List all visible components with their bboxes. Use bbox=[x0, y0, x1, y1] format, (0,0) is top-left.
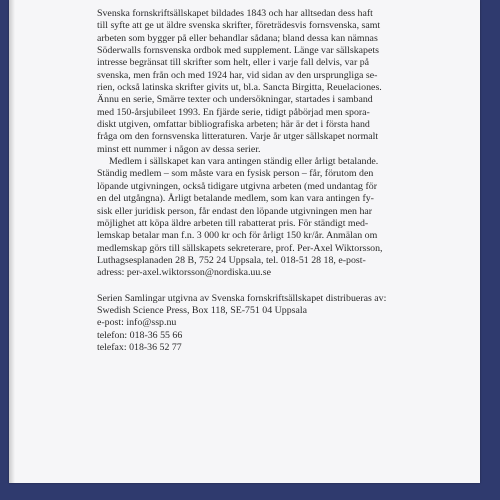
text-line: svenska, men från och med 1924 har, vid sidan av den ursprungliga se- bbox=[97, 69, 378, 81]
text-line: löpande utgivningen, också tidigare utgivna arbeten (med undantag för bbox=[97, 180, 377, 192]
text-line: Svenska fornskriftsällskapet bildades 1843 och har alltsedan dess haft bbox=[97, 8, 373, 19]
text-line: en del utgångna). Årligt betalande medlem, som kan vara antingen fy- bbox=[97, 193, 374, 205]
membership-paragraph bbox=[97, 156, 407, 279]
text-line: sisk eller juridisk person, får endast den löpande utgivningen men har bbox=[97, 205, 373, 217]
text-line: till syfte att ge ut äldre svenska skrifter, företrädesvis fornsvenska, samt bbox=[97, 20, 381, 32]
text-line: telefax: 018-36 52 77 bbox=[97, 341, 182, 353]
text-line: fråga om den fornsvenska litteraturen. Varje år utger sällskapet normalt bbox=[97, 131, 379, 143]
text-line: Ännu en serie, Smärre texter och undersökningar, startades i samband bbox=[97, 94, 373, 106]
paragraph-gap bbox=[97, 280, 407, 293]
society-description-paragraph bbox=[97, 8, 407, 156]
text-line: lemskap betalar man f.n. 3 000 kr och för årligt 150 kr/år. Anmälan om bbox=[97, 230, 378, 242]
text-line: minst ett nummer i någon av dessa serier. bbox=[97, 143, 261, 155]
text-line: diskt utgiven, omfattar bibliografiska arbeten; här är det i första hand bbox=[97, 119, 370, 131]
text-line: arbeten som bygger på eller behandlar sådana; bland dessa kan nämnas bbox=[97, 32, 378, 44]
distribution-info bbox=[97, 293, 407, 355]
cover-text-block bbox=[97, 8, 407, 354]
text-line: telefon: 018-36 55 66 bbox=[97, 329, 183, 341]
text-line: rien, också latinska skrifter givits ut, bl.a. Sancta Birgitta, Reuelaciones. bbox=[97, 82, 382, 94]
text-line: intresse begränsat till skrifter som helt, eller i varje fall delvis, var på bbox=[97, 57, 370, 69]
text-line: med 150-årsjubileet 1993. En fjärde serie, tidigt påbörjad men spora- bbox=[97, 106, 370, 118]
text-line: Serien Samlingar utgivna av Svenska fornskriftsällskapet distribueras av: bbox=[97, 292, 387, 304]
text-line: adress: per-axel.wiktorsson@nordiska.uu.se bbox=[97, 267, 271, 279]
spine-shadow bbox=[9, 0, 15, 483]
text-line: Luthagsesplanaden 28 B, 752 24 Uppsala, tel. 018-51 28 18, e-post- bbox=[97, 254, 366, 266]
text-line: e-post: info@ssp.nu bbox=[97, 317, 177, 329]
text-line: medlemskap görs till sällskapets sekreterare, prof. Per-Axel Wiktorsson, bbox=[97, 242, 383, 254]
text-line: möjlighet att köpa äldre arbeten till rabatterat pris. För ständigt med- bbox=[97, 217, 369, 229]
text-line: Medlem i sällskapet kan vara antingen ständig eller årligt betalande. bbox=[109, 156, 379, 168]
text-line: Söderwalls fornsvenska ordbok med supplement. Länge var sällskapets bbox=[97, 45, 379, 57]
text-line: Swedish Science Press, Box 118, SE-751 04 Uppsala bbox=[97, 304, 308, 316]
text-line: Ständig medlem – som måste vara en fysisk person – får, förutom den bbox=[97, 168, 374, 180]
